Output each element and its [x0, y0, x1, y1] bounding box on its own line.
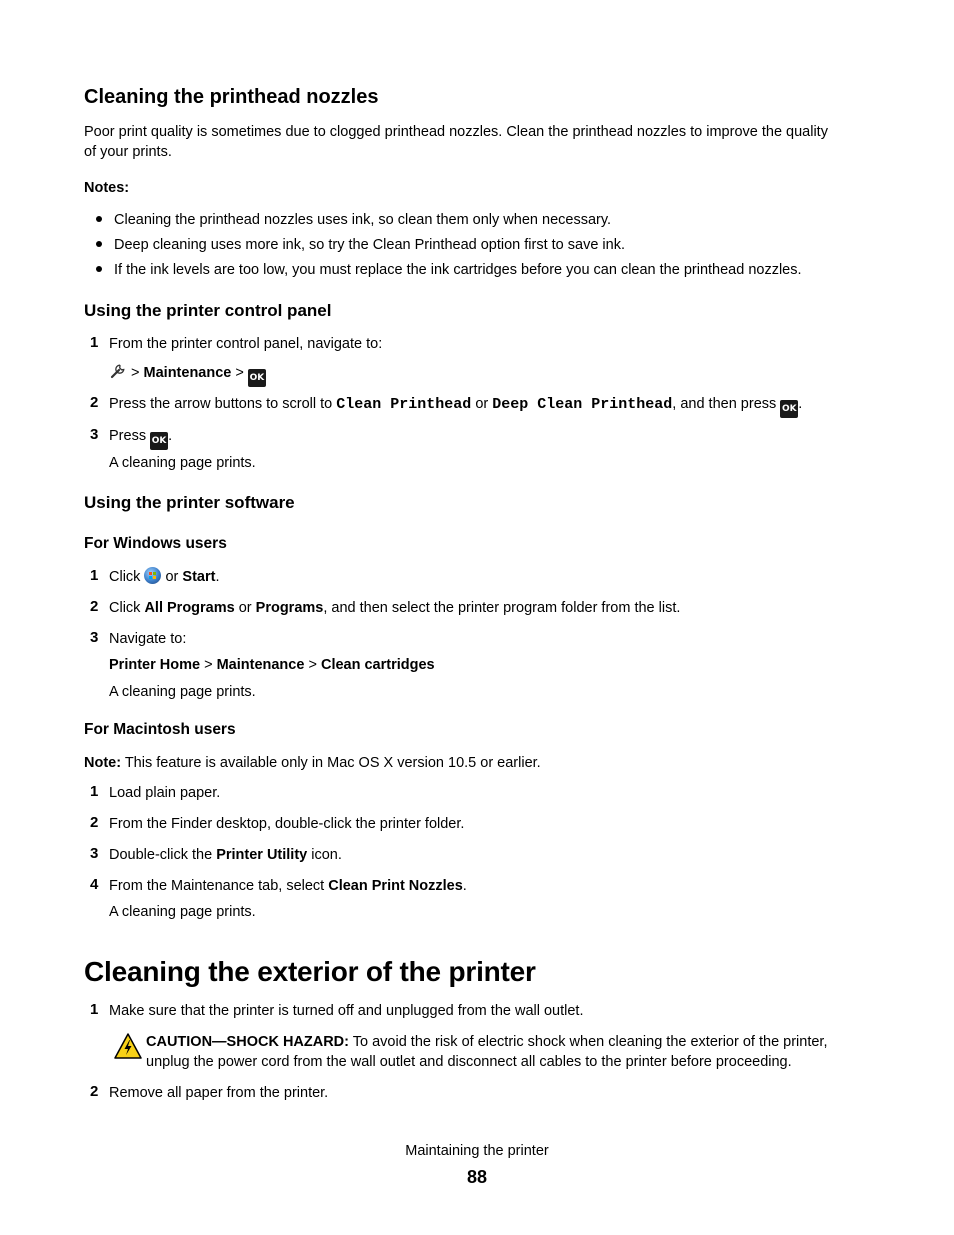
caution-label: CAUTION—SHOCK HAZARD:: [146, 1034, 349, 1050]
step-number: 1: [90, 1001, 99, 1018]
caution-text-line2: unplug the power cord from the wall outlet and disconnect all cables to the printer before proceeding.: [146, 1054, 792, 1070]
step-text: Remove all paper from the printer.: [109, 1085, 329, 1101]
intro-paragraph-line2: of your prints.: [84, 144, 172, 160]
code-clean-printhead: Clean Printhead: [336, 396, 472, 413]
step-text: [109, 394, 802, 418]
path-separator: >: [200, 657, 217, 673]
bullet-marker: [96, 241, 102, 247]
subsubsection-title: For Macintosh users: [84, 721, 236, 738]
step-number: 2: [90, 598, 99, 615]
step-number: 1: [90, 334, 99, 351]
path-separator: >: [304, 657, 321, 673]
step-text: From the Finder desktop, double-click the printer folder.: [109, 816, 465, 832]
step-text: Navigate to:: [109, 631, 187, 647]
ok-button-icon: OK: [248, 369, 266, 387]
caution-text: To avoid the risk of electric shock when cleaning the exterior of the printer,: [349, 1034, 828, 1050]
step-text-part: or: [471, 396, 493, 412]
step-number: 3: [90, 629, 99, 646]
bullet-marker: [96, 216, 102, 222]
step-result: A cleaning page prints.: [109, 455, 256, 471]
clean-print-nozzles-label: Clean Print Nozzles: [328, 878, 463, 894]
bullet-marker: [96, 266, 102, 272]
step-text-part: From the Maintenance tab, select: [109, 878, 329, 894]
note-item: Cleaning the printhead nozzles uses ink, so clean them only when necessary.: [114, 212, 612, 228]
subsection-title: Using the printer control panel: [84, 301, 332, 320]
note-item: Deep cleaning uses more ink, so try the Clean Printhead option first to save ink.: [114, 237, 625, 253]
windows-start-icon: [144, 567, 161, 584]
note-label: Note:: [84, 755, 122, 771]
code-deep-clean-printhead: Deep Clean Printhead: [492, 396, 673, 413]
note-paragraph: [84, 753, 541, 773]
step-number: 3: [90, 845, 99, 862]
page-number: 88: [466, 1167, 488, 1187]
ok-button-icon: OK: [150, 432, 168, 450]
path-clean-cartridges: Clean cartridges: [320, 657, 435, 673]
all-programs-label: All Programs: [144, 600, 235, 616]
path-separator: >: [235, 365, 244, 381]
step-number: 3: [90, 426, 99, 443]
step-number: 2: [90, 394, 99, 411]
step-text-part: .: [798, 396, 803, 412]
navigation-path: [109, 655, 435, 675]
caution-text-line1: [146, 1032, 828, 1052]
step-text-part: .: [215, 569, 220, 585]
ok-button-icon: OK: [780, 400, 798, 418]
step-number: 4: [90, 876, 99, 893]
step-text-part: Click: [109, 600, 145, 616]
programs-label: Programs: [255, 600, 324, 616]
navigation-path: [109, 362, 266, 387]
start-label: Start: [182, 569, 216, 585]
step-result: A cleaning page prints.: [109, 904, 256, 920]
step-text-part: Click: [109, 569, 145, 585]
step-text-part: , and then select the printer program folder from the list.: [323, 600, 681, 616]
step-text: [109, 426, 172, 450]
step-text: [109, 567, 219, 587]
step-result: A cleaning page prints.: [109, 684, 256, 700]
note-item: If the ink levels are too low, you must replace the ink cartridges before you can clean the printhead nozzles.: [114, 262, 802, 278]
note-text: This feature is available only in Mac OS X version 10.5 or earlier.: [121, 755, 541, 771]
path-separator: >: [131, 365, 140, 381]
step-text-part: .: [462, 878, 467, 894]
step-text-part: Double-click the: [109, 847, 217, 863]
menu-maintenance: Maintenance: [143, 365, 232, 381]
step-number: 2: [90, 1083, 99, 1100]
section-title: Cleaning the printhead nozzles: [84, 86, 379, 108]
warning-icon: [113, 1032, 143, 1065]
printer-utility-label: Printer Utility: [216, 847, 308, 863]
path-printer-home: Printer Home: [109, 657, 201, 673]
footer-chapter: Maintaining the printer: [405, 1143, 549, 1159]
step-text-part: .: [168, 428, 173, 444]
step-text: [109, 598, 680, 618]
subsubsection-title: For Windows users: [84, 535, 227, 552]
wrench-icon: [109, 362, 127, 386]
step-number: 2: [90, 814, 99, 831]
step-text: [109, 876, 467, 896]
step-text: Make sure that the printer is turned off and unplugged from the wall outlet.: [109, 1003, 584, 1019]
step-number: 1: [90, 567, 99, 584]
step-text-part: Press the arrow buttons to scroll to: [109, 396, 337, 412]
step-text-part: or: [234, 600, 256, 616]
notes-label: Notes:: [84, 180, 130, 196]
step-text-part: icon.: [307, 847, 342, 863]
step-text-part: Press: [109, 428, 151, 444]
subsection-title: Using the printer software: [84, 493, 295, 512]
step-text: Load plain paper.: [109, 785, 221, 801]
step-text: From the printer control panel, navigate to:: [109, 336, 383, 352]
intro-paragraph-line1: Poor print quality is sometimes due to clogged printhead nozzles. Clean the printhead nozzles to improve the quality: [84, 124, 828, 140]
path-maintenance: Maintenance: [216, 657, 305, 673]
section-title: Cleaning the exterior of the printer: [84, 956, 536, 987]
step-text-part: , and then press: [672, 396, 781, 412]
step-number: 1: [90, 783, 99, 800]
step-text-part: or: [161, 569, 183, 585]
step-text: [109, 845, 342, 865]
